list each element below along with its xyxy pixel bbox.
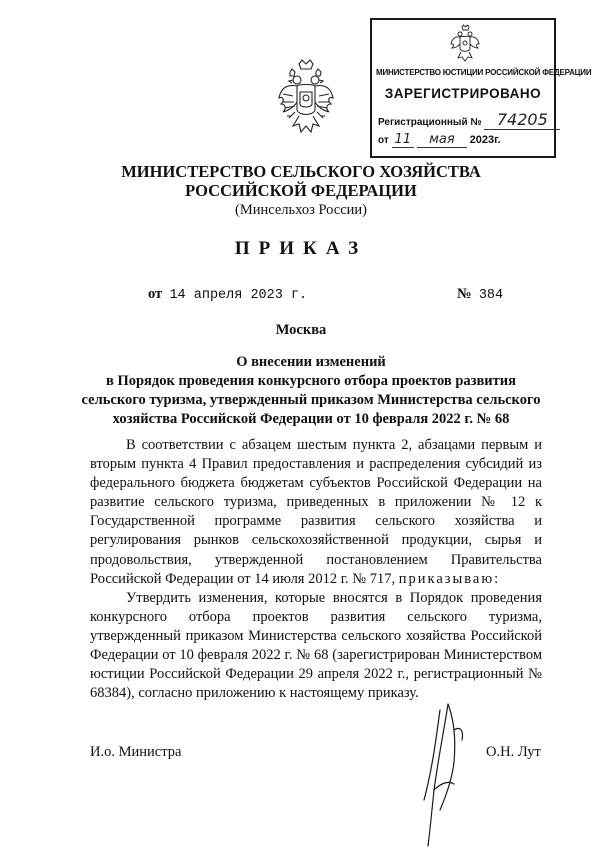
stamp-day: 11 bbox=[392, 132, 415, 148]
ministry-name-line1: МИНИСТЕРСТВО СЕЛЬСКОГО ХОЗЯЙСТВА bbox=[121, 162, 481, 181]
stamp-registration-row bbox=[378, 110, 548, 130]
document-type-title: ПРИКАЗ bbox=[234, 238, 368, 259]
order-city: Москва bbox=[275, 322, 327, 338]
body-paragraph-1 bbox=[90, 436, 542, 589]
stamp-coat-of-arms-icon bbox=[450, 24, 480, 62]
subject-line: сельского туризма, утвержденный приказом Министерства сельского bbox=[81, 392, 541, 408]
order-date bbox=[148, 286, 307, 303]
stamp-from-label: от bbox=[378, 135, 389, 146]
order-number-value: 384 bbox=[478, 288, 504, 303]
subject-line: хозяйства Российской Федерации от 10 февраля 2022 г. № 68 bbox=[112, 411, 510, 427]
signer-title: И.о. Министра bbox=[90, 744, 182, 760]
order-subject bbox=[80, 353, 542, 429]
subject-line: О внесении изменений bbox=[236, 354, 386, 370]
stamp-date-row bbox=[378, 132, 548, 148]
stamp-reg-number: 74205 bbox=[484, 110, 560, 130]
subject-line: в Порядок проведения конкурсного отбора проектов развития bbox=[106, 373, 516, 389]
order-number-label: № bbox=[457, 286, 472, 302]
stamp-ministry-name: МИНИСТЕРСТВО ЮСТИЦИИ РОССИЙСКОЙ ФЕДЕРАЦИИ bbox=[376, 68, 592, 77]
stamp-reg-label: Регистрационный № bbox=[378, 117, 482, 128]
order-body bbox=[90, 436, 542, 703]
handwritten-signature bbox=[410, 700, 480, 850]
order-number bbox=[457, 286, 503, 303]
ministry-short-name: (Минсельхоз России) bbox=[235, 202, 367, 218]
coat-of-arms-icon bbox=[277, 58, 335, 140]
signer-name: О.Н. Лут bbox=[486, 744, 541, 760]
order-directive: приказываю: bbox=[398, 570, 501, 587]
body-paragraph-1-text: В соответствии с абзацем шестым пункта 2, абзацами первым и вторым пункта 4 Правил предоставления и распределения субсидий из федерального бюджета бюджетам субъектов Российской Федерации на развитие сельского туризма, приведенных в приложении № 12 к Государственной программе развития сельского хозяйства и регулирования рынков сельскохозяйственной продукции, сырья и продовольствия, утвержденной постановлением Правительства Российской Федерации от 14 июля 2012 г. № 717, bbox=[90, 437, 542, 587]
body-paragraph-2: Утвердить изменения, которые вносятся в Порядок проведения конкурсного отбора проектов развития сельского туризма, утвержденный приказом Министерства сельского хозяйства Российской Федерации от 10 февраля 2022 г. № 68 (зарегистрирован Министерством юстиции Российской Федерации 29 апреля 2022 г., регистрационный № 68384), согласно приложению к настоящему приказу. bbox=[90, 589, 542, 702]
stamp-year: 2023г. bbox=[469, 134, 501, 146]
ministry-name-line2: РОССИЙСКОЙ ФЕДЕРАЦИИ bbox=[185, 181, 417, 200]
order-date-label: от bbox=[148, 286, 163, 302]
registration-stamp bbox=[370, 18, 592, 158]
stamp-month: мая bbox=[417, 132, 467, 148]
order-date-value: 14 апреля 2023 г. bbox=[169, 288, 308, 303]
stamp-registered-label: ЗАРЕГИСТРИРОВАНО bbox=[384, 86, 542, 101]
